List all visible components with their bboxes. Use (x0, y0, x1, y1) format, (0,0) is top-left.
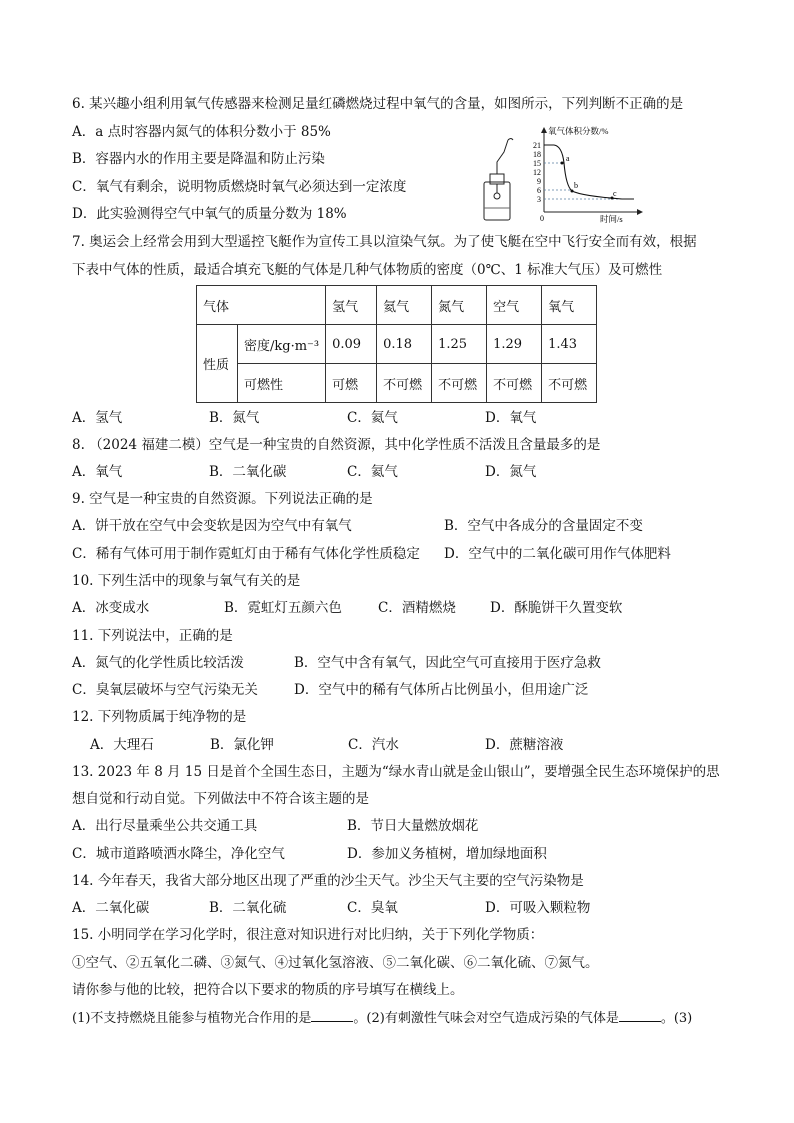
q7-density-air: 1.29 (487, 325, 542, 364)
q10-stem: 10. 下列生活中的现象与氧气有关的是 (72, 573, 301, 589)
q6-stem: 6. 某兴趣小组利用氧气传感器来检测足量红磷燃烧过程中氧气的含量，如图所示，下列判断不正确的是 (72, 96, 684, 112)
q7-flammability-label: 可燃性 (238, 364, 326, 403)
q9-option-d: D．空气中的二氧化碳可用作气体肥料 (444, 546, 671, 562)
q6-experiment-figure (482, 124, 727, 224)
q7-density-label: 密度/kg·m⁻³ (238, 325, 326, 364)
q6-chart-xlabel: 时间/s (600, 214, 623, 224)
q6-option-d: D．此实验测得空气中氧气的质量分数为 18% (72, 206, 347, 222)
q15-questions (72, 1007, 692, 1029)
q6-point-a: a (566, 154, 570, 163)
q6-ytick-12: 12 (533, 168, 541, 177)
apparatus-drawing (484, 139, 513, 221)
q12-option-b: B．氯化钾 (210, 737, 274, 753)
q13-stem-line1: 13. 2023 年 8 月 15 日是首个全国生态日，主题为“绿水青山就是金山银山”，要增强全民生态环境保护的思 (72, 764, 720, 780)
q13-option-c: C．城市道路喷洒水降尘，净化空气 (72, 846, 285, 862)
q7-stem-line2: 下表中气体的性质，最适合填充飞艇的气体是几种气体物质的密度（0℃、1 标准大气压）及可燃性 (72, 262, 663, 278)
q15-blank-1[interactable] (311, 1007, 353, 1022)
q8-option-b: B．二氧化碳 (209, 464, 287, 480)
q6-option-c: C．氧气有剩余，说明物质燃烧时氧气必须达到一定浓度 (72, 179, 407, 195)
q7-option-a: A．氢气 (72, 410, 123, 426)
q6-ytick-15: 15 (533, 159, 541, 168)
q7-gas-table (196, 285, 597, 403)
q12-option-a: A．大理石 (90, 737, 154, 753)
q7-property-label: 性质 (197, 325, 238, 403)
q7-option-d: D．氧气 (485, 410, 537, 426)
q6-ytick-9: 9 (537, 177, 541, 186)
q6-option-a: A．a 点时容器内氮气的体积分数小于 85% (72, 124, 331, 140)
q8-stem: 8. （2024 福建二模）空气是一种宝贵的自然资源，其中化学性质不活泼且含量最多的是 (72, 437, 601, 453)
q15-part3: 。(3) (660, 1011, 693, 1026)
q6-ytick-18: 18 (533, 150, 541, 159)
q7-flammability-hydrogen: 可燃 (326, 364, 377, 403)
q11-option-c: C．臭氧层破坏与空气污染无关 (72, 682, 258, 698)
q15-instruction: 请你参与他的比较，把符合以下要求的物质的序号填写在横线上。 (72, 982, 464, 998)
q8-option-c: C．氦气 (347, 464, 398, 480)
q14-option-d: D．可吸入颗粒物 (485, 900, 591, 916)
q9-option-c: C．稀有气体可用于制作霓虹灯由于稀有气体化学性质稳定 (72, 546, 420, 562)
q11-stem: 11. 下列说法中，正确的是 (72, 628, 233, 644)
q7-flammability-helium: 不可燃 (377, 364, 432, 403)
q15-part2: 。(2)有刺激性气味会对空气造成污染的气体是 (353, 1011, 619, 1026)
q15-substances: ①空气、②五氧化二磷、③氮气、④过氧化氢溶液、⑤二氧化碳、⑥二氧化硫、⑦氮气。 (72, 955, 599, 971)
q7-gas-air: 空气 (487, 286, 542, 325)
q6-option-b: B．容器内水的作用主要是降温和防止污染 (72, 151, 325, 167)
q7-flammability-oxygen: 不可燃 (542, 364, 597, 403)
q7-density-helium: 0.18 (377, 325, 432, 364)
q11-option-d: D．空气中的稀有气体所占比例虽小，但用途广泛 (294, 682, 589, 698)
q7-flammability-nitrogen: 不可燃 (432, 364, 487, 403)
q9-stem: 9. 空气是一种宝贵的自然资源。下列说法正确的是 (72, 491, 373, 507)
q15-part1: (1)不支持燃烧且能参与植物光合作用的是 (72, 1011, 312, 1026)
q12-option-c: C．汽水 (348, 737, 399, 753)
q7-stem-line1: 7. 奥运会上经常会用到大型遥控飞艇作为宣传工具以渲染气氛。为了使飞艇在空中飞行安全而有效，根据 (72, 234, 697, 250)
q10-option-a: A．冰变成水 (72, 600, 150, 616)
q7-gas-nitrogen: 氮气 (432, 286, 487, 325)
q14-option-b: B．二氧化硫 (209, 900, 287, 916)
q12-stem: 12. 下列物质属于纯净物的是 (72, 709, 247, 725)
q6-ytick-6: 6 (537, 186, 541, 195)
q6-ytick-3: 3 (537, 195, 541, 204)
q10-option-c: C．酒精燃烧 (378, 600, 456, 616)
q6-point-b: b (574, 181, 578, 190)
q7-option-c: C．氦气 (347, 410, 398, 426)
q14-option-a: A．二氧化碳 (72, 900, 150, 916)
q15-blank-2[interactable] (619, 1007, 661, 1022)
q7-gas-hydrogen: 氢气 (326, 286, 377, 325)
q6-chart-origin: 0 (540, 214, 544, 223)
q11-option-a: A．氮气的化学性质比较活泼 (72, 655, 244, 671)
q12-option-d: D．蔗糖溶液 (485, 737, 564, 753)
q13-option-d: D．参加义务植树，增加绿地面积 (347, 846, 547, 862)
q13-stem-line2: 想自觉和行动自觉。下列做法中不符合该主题的是 (72, 791, 369, 807)
q6-oxygen-curve (544, 145, 634, 199)
q6-point-c: c (613, 189, 617, 198)
q8-option-d: D．氮气 (485, 464, 537, 480)
q11-option-b: B．空气中含有氧气，因此空气可直接用于医疗急救 (294, 655, 601, 671)
q6-ytick-21: 21 (533, 141, 541, 150)
q7-table-header: 气体 (197, 286, 326, 325)
q15-stem: 15. 小明同学在学习化学时，很注意对知识进行对比归纳，关于下列化学物质： (72, 927, 544, 943)
q14-stem: 14. 今年春天，我省大部分地区出现了严重的沙尘天气。沙尘天气主要的空气污染物是 (72, 873, 584, 889)
q7-gas-helium: 氦气 (377, 286, 432, 325)
q9-option-a: A．饼干放在空气中会变软是因为空气中有氧气 (72, 518, 352, 534)
q7-flammability-air: 不可燃 (487, 364, 542, 403)
q7-option-b: B．氮气 (209, 410, 260, 426)
q8-option-a: A．氧气 (72, 464, 123, 480)
q13-option-a: A．出行尽量乘坐公共交通工具 (72, 818, 258, 834)
q7-density-oxygen: 1.43 (542, 325, 597, 364)
q7-density-hydrogen: 0.09 (326, 325, 377, 364)
q9-option-b: B．空气中各成分的含量固定不变 (444, 518, 643, 534)
q7-gas-oxygen: 氧气 (542, 286, 597, 325)
q10-option-d: D．酥脆饼干久置变软 (490, 600, 623, 616)
q14-option-c: C．臭氧 (347, 900, 398, 916)
q13-option-b: B．节日大量燃放烟花 (347, 818, 479, 834)
q6-chart-ylabel: 氧气体积分数/% (548, 126, 609, 136)
q10-option-b: B．霓虹灯五颜六色 (224, 600, 342, 616)
q7-density-nitrogen: 1.25 (432, 325, 487, 364)
